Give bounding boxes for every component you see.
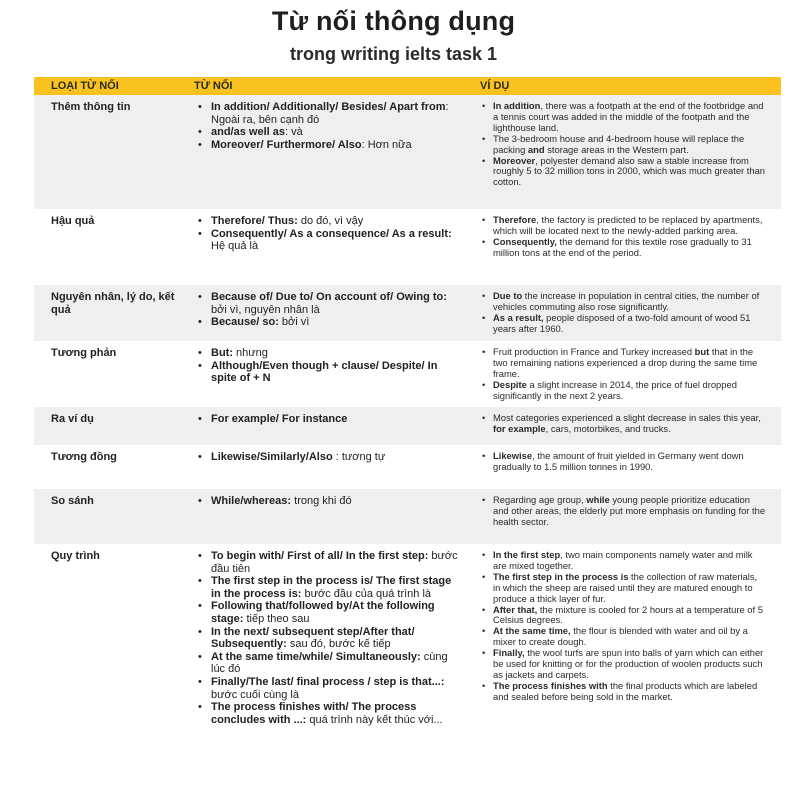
text-segment: bước đầu của quá trình là [301, 587, 432, 600]
text-segment: Due to [493, 290, 523, 301]
text-segment: Despite [493, 378, 527, 390]
text-segment: bước đầu tiên [211, 550, 458, 575]
text-segment: Likewise [493, 450, 533, 461]
example-item [480, 215, 766, 237]
text-segment: tiếp theo sau [243, 612, 310, 625]
text-segment: To begin with/ First of all/ In the first step: [211, 550, 429, 562]
connector-list [194, 495, 462, 508]
text-segment: Moreover [493, 154, 536, 166]
connector-list [194, 550, 462, 726]
text-segment: but [694, 346, 710, 357]
example-list [480, 495, 766, 528]
example-item [480, 313, 766, 335]
example-item [480, 413, 766, 435]
connector-item [194, 550, 462, 575]
text-segment: the mixture is cooled for 2 hours at a temperature of 5 Celsius degrees. [493, 603, 763, 626]
text-segment: Although/Even though + clause/ Despite/ In spite of + N [211, 359, 438, 385]
example-item [480, 451, 766, 473]
text-segment: , cars, motorbikes, and trucks. [545, 422, 671, 434]
text-segment: the flour is blended with water and oil by a mixer to create dough. [493, 625, 748, 648]
example-list [480, 347, 766, 402]
table-row [34, 341, 781, 407]
text-segment: the demand for this textile rose gradually to 31 million tons at the end of the period. [493, 235, 752, 258]
connector-item [194, 413, 462, 426]
table-row [34, 95, 781, 209]
connector-item [194, 291, 462, 316]
connector-item [194, 126, 462, 139]
text-segment: The first step in the process is [493, 570, 629, 582]
text-segment: Because of/ Due to/ On account of/ Owing to: [211, 291, 447, 303]
connector-item [194, 651, 462, 676]
example-item [480, 648, 766, 681]
example-list [480, 413, 766, 435]
connector-item [194, 575, 462, 600]
text-segment: do đó, vì vậy [297, 215, 364, 227]
text-segment: Regarding age group, [493, 494, 587, 505]
text-segment: storage areas in the Western part. [544, 143, 689, 155]
connector-type: Quy trình [51, 550, 100, 562]
connector-list [194, 101, 462, 151]
text-segment: Most categories experienced a slight decrease in sales this year, [493, 412, 761, 423]
text-segment: while [586, 494, 610, 505]
text-segment: After that, [493, 603, 538, 615]
example-list [480, 291, 766, 335]
table-row [34, 407, 781, 445]
text-segment: For example/ For instance [211, 413, 348, 425]
page-subtitle: trong writing ielts task 1 [289, 44, 498, 64]
table-row [34, 489, 781, 544]
text-segment: people disposed of a two-fold amount of wood 51 years after 1960. [493, 311, 751, 334]
connector-type: So sánh [51, 495, 94, 507]
example-item [480, 291, 766, 313]
text-segment: The process finishes with/ The process concludes with ...: [211, 701, 417, 726]
text-segment: Therefore [493, 214, 537, 225]
text-segment: bước cuối cùng là [211, 688, 299, 701]
connector-item [194, 347, 462, 360]
text-segment: and [527, 143, 545, 155]
text-segment: quá trình này kết thúc với... [306, 713, 443, 726]
example-item [480, 156, 766, 189]
connector-item [194, 139, 462, 152]
example-item [480, 347, 766, 380]
text-segment: : Hơn nữa [361, 138, 412, 151]
connector-item [194, 101, 462, 126]
example-list [480, 215, 766, 259]
text-segment: Consequently/ As a consequence/ As a result: [211, 227, 452, 240]
example-item [480, 495, 766, 528]
text-segment: Fruit production in France and Turkey increased [493, 346, 695, 357]
connector-item [194, 451, 462, 464]
example-item [480, 101, 766, 134]
text-segment: for example [493, 422, 546, 434]
connector-item [194, 626, 462, 651]
text-segment: , the factory is predicted to be replaced by apartments, which will be located next to the newly-added parking area. [493, 214, 763, 236]
text-segment: At the same time/while/ Simultaneously: [211, 650, 421, 663]
text-segment: Because/ so: [211, 316, 279, 329]
connector-list [194, 413, 462, 426]
text-segment: the wool turfs are spun into balls of yarn which can either be used for knitting or for the production of woolen products such as jackets and carpets. [493, 647, 764, 680]
text-segment: Following that/followed by/At the following stage: [211, 600, 435, 625]
connector-list [194, 347, 462, 385]
text-segment: At the same time, [493, 625, 571, 637]
connector-type: Tương phản [51, 347, 117, 359]
connector-item [194, 600, 462, 625]
text-segment: In addition [493, 100, 541, 111]
text-segment: The first step in the process is/ The first stage in the process is: [211, 575, 452, 600]
text-segment: that in the two remaining nations experienced a drop during the same time frame. [493, 346, 758, 379]
connector-item [194, 215, 462, 228]
text-segment: Hệ quả là [211, 240, 259, 253]
table-row [34, 445, 781, 489]
connector-item [194, 701, 462, 726]
text-segment: But: [211, 347, 233, 359]
text-segment: Finally, [493, 647, 525, 659]
table-header [34, 77, 781, 95]
example-item [480, 626, 766, 648]
text-segment: , there was a footpath at the end of the footbridge and a tennis court was added in the middle of the footpath and the lighthouse land. [493, 100, 764, 133]
table-row [34, 544, 781, 776]
text-segment: bởi vì, nguyên nhân là [211, 303, 320, 316]
text-segment: : Ngoài ra, bên cạnh đó [211, 101, 449, 126]
text-segment: cùng lúc đó [211, 650, 448, 676]
text-segment: Consequently, [493, 235, 557, 247]
header-connectors: TỪ NỐI [194, 80, 233, 92]
connector-type: Hậu quả [51, 215, 95, 227]
text-segment: The 3-bedroom house and 4-bedroom house will replace the packing [493, 132, 745, 155]
connector-type: Tương đồng [51, 451, 117, 463]
connector-item [194, 676, 462, 701]
text-segment: Likewise/Similarly/Also [211, 451, 333, 463]
example-list [480, 101, 766, 188]
text-segment: the increase in population in central cities, the number of vehicles commuting also rose significantly. [493, 290, 760, 312]
text-segment: In the first step [493, 549, 561, 560]
example-list [480, 550, 766, 703]
connector-item [194, 360, 462, 385]
example-item [480, 134, 766, 156]
text-segment: Finally/The last/ final process / step is that...: [211, 675, 445, 688]
example-item [480, 550, 766, 572]
connector-item [194, 228, 462, 253]
connector-list [194, 451, 462, 464]
text-segment: While/whereas: [211, 495, 292, 507]
text-segment: , two main components namely water and milk are mixed together. [493, 549, 753, 571]
text-segment: : tương tự [332, 451, 386, 463]
text-segment: Therefore/ Thus: [211, 215, 298, 227]
example-item [480, 681, 766, 703]
connector-type: Nguyên nhân, lý do, kết quả [51, 291, 175, 316]
connector-list [194, 291, 462, 329]
example-item [480, 380, 766, 402]
example-list [480, 451, 766, 473]
text-segment: In the next/ subsequent step/After that/ Subsequently: [211, 625, 415, 651]
text-segment: sau đó, bước kế tiếp [286, 638, 391, 651]
text-segment: trong khi đó [291, 495, 352, 507]
connector-type: Ra ví dụ [51, 413, 94, 425]
header-type: LOẠI TỪ NỐI [51, 80, 119, 92]
text-segment: a slight increase in 2014, the price of fuel dropped significantly in the next 2 years. [493, 378, 737, 401]
text-segment: and/as well as [211, 126, 285, 139]
text-segment: : và [284, 126, 303, 139]
table-row [34, 285, 781, 341]
example-item [480, 237, 766, 259]
text-segment: the final products which are labeled and sealed before being sold in the market. [493, 679, 758, 702]
text-segment: , polyester demand also saw a stable increase from roughly 5 to 32 million tons in 2000, which was much greater than cotton. [493, 154, 766, 188]
text-segment: As a result, [493, 311, 544, 323]
page-title: Từ nối thông dụng [271, 6, 516, 36]
connector-type: Thêm thông tin [51, 101, 131, 113]
header-examples: VÍ DỤ [480, 80, 510, 92]
connector-item [194, 316, 462, 329]
text-segment: nhưng [233, 347, 268, 359]
text-segment: the collection of raw materials, in which the sheep are raised until they are matured enough to produce a thick layer of fur. [493, 570, 758, 604]
connector-list [194, 215, 462, 253]
text-segment: In addition/ Additionally/ Besides/ Apart from [211, 101, 446, 113]
text-segment: bởi vì [278, 316, 310, 329]
text-segment: Moreover/ Furthermore/ Also [211, 138, 362, 151]
text-segment: The process finishes with [493, 679, 608, 691]
table-row [34, 209, 781, 285]
connector-item [194, 495, 462, 508]
example-item [480, 605, 766, 627]
example-item [480, 572, 766, 605]
text-segment: young people prioritize education and other areas, the elderly put more emphasis on funding for the health sector. [493, 494, 766, 527]
text-segment: , the amount of fruit yielded in Germany went down gradually to 1.5 million tonnes in 1990. [493, 450, 744, 472]
